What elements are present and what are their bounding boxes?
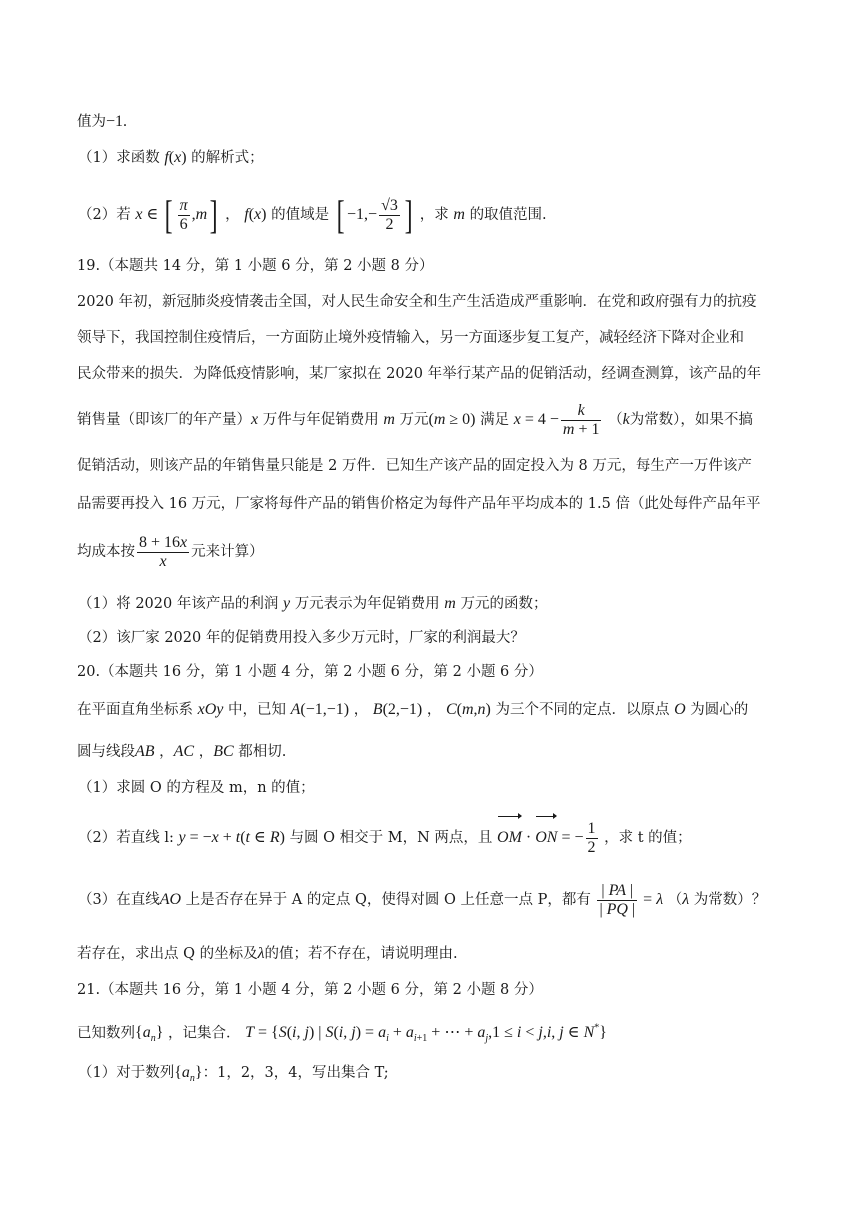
q21-p1a: （1）对于数列 bbox=[78, 1065, 175, 1081]
q18-in: ∈ bbox=[142, 206, 163, 223]
q18-f2: f bbox=[244, 206, 249, 223]
q20-line1 bbox=[77, 700, 800, 720]
q19-m2: m bbox=[444, 595, 456, 612]
q20-header: 20.（本题共 16 分，第 1 小题 4 分，第 2 小题 6 分，第 2 小题 6 分） bbox=[77, 664, 543, 680]
q18-range-left: [ bbox=[336, 192, 345, 237]
q21-l1a: 已知数列 bbox=[77, 1025, 135, 1042]
q18-fx-paren-close: ) bbox=[181, 149, 187, 166]
q19-x: x bbox=[251, 411, 259, 428]
q18-f2-paren: ( bbox=[248, 206, 255, 223]
q19-part1 bbox=[78, 594, 800, 614]
q19-l4e: （ bbox=[608, 412, 623, 428]
q20-pointA: A(−1,−1) bbox=[290, 701, 350, 718]
q20-p3c: （ bbox=[667, 892, 683, 908]
q20-BC: BC bbox=[213, 743, 234, 760]
q18-right-bracket: ] bbox=[209, 192, 218, 237]
q20-p2a: （2）若直线 l: bbox=[78, 830, 174, 846]
q20-p3a: （3）在直线 bbox=[78, 892, 160, 908]
q20-lambda: λ bbox=[682, 891, 690, 908]
q19-part2: （2）该厂家 2020 年的促销费用投入多少万元时，厂家的利润最大？ bbox=[78, 630, 525, 646]
q20-lambda2: λ bbox=[257, 945, 265, 962]
q20-pointB: B(2,−1) bbox=[372, 701, 423, 718]
q19-line5: 促销活动，则该产品的年销售量只能是 2 万件．已知生产该产品的固定投入为 8 万元，每生产一万件该产 bbox=[77, 458, 752, 474]
q18-fx-paren: ( bbox=[168, 149, 175, 166]
q18-m: m bbox=[195, 206, 208, 223]
q20-xoy: xOy bbox=[197, 701, 224, 718]
q19-l4f: 为常数），如果不搞 bbox=[629, 412, 753, 428]
q19-l4b: 万件与年促销费用 bbox=[262, 412, 379, 428]
q20-AO: AO bbox=[159, 891, 182, 908]
q18-part2 bbox=[78, 192, 800, 238]
q19-k: k bbox=[622, 411, 630, 428]
q19-m: m bbox=[383, 411, 395, 428]
q20-part3 bbox=[78, 878, 800, 922]
q20-line-eq: y = −x + t(t ∈ R) bbox=[178, 829, 285, 846]
q21-header: 21.（本题共 16 分，第 1 小题 4 分，第 2 小题 6 分，第 2 小题 8 分） bbox=[77, 982, 543, 998]
q18-pi-over-6: $\frac{\pi}{6}$ bbox=[179, 196, 188, 233]
q19-line7 bbox=[77, 530, 800, 574]
q19-l4a: 销售量（即该厂的年产量） bbox=[77, 412, 251, 428]
q21-line1 bbox=[77, 1016, 800, 1045]
q18-f2-x: x bbox=[254, 206, 262, 223]
q20-part1: （1）求圆 O 的方程及 m，n 的值； bbox=[78, 780, 315, 796]
q21-p1b: ：1，2，3，4，写出集合 T; bbox=[202, 1065, 389, 1081]
q18-part1 bbox=[78, 148, 800, 168]
q20-l1c: ， bbox=[353, 702, 369, 718]
q18-part2-label: （2）若 bbox=[78, 207, 131, 223]
q20-ratio: $\frac{| PA |}{| PQ |}$ bbox=[599, 881, 636, 918]
q19-l7b: 元来计算） bbox=[191, 544, 264, 560]
q20-p2b: 与圆 O 相交于 M，N 两点，且 bbox=[289, 830, 493, 846]
q18-part1-rest: 的解析式； bbox=[191, 150, 264, 166]
q20-l1b: 中，已知 bbox=[227, 702, 286, 718]
q20-l2c: ， bbox=[198, 744, 214, 760]
q18-fx-x: x bbox=[174, 149, 182, 166]
q19-line4 bbox=[77, 398, 800, 442]
q20-l1f: 为圆心的 bbox=[690, 702, 749, 718]
q20-line2 bbox=[77, 742, 800, 762]
q20-p3b: 上是否存在异于 A 的定点 Q，使得对圆 O 上任意一点 P，都有 bbox=[185, 892, 591, 908]
q20-l1e: 为三个不同的定点．以原点 bbox=[495, 702, 670, 718]
q18-part2-end: ，求 bbox=[419, 207, 449, 223]
q18-part1-label: （1）求函数 bbox=[78, 150, 160, 166]
q19-line2: 领导下，我国控制住疫情后，一方面防止境外疫情输入，另一方面逐步复工复产，减轻经济下降对企业和 bbox=[77, 330, 744, 346]
q18-tail-text: 值为 bbox=[77, 114, 106, 130]
q19-formula: x = 4 − bbox=[513, 411, 559, 428]
q19-l4c: 万元 bbox=[399, 412, 429, 428]
q20-part2 bbox=[78, 816, 800, 860]
q19-l4d: 满足 bbox=[480, 412, 510, 428]
q19-m-cond: (m ≥ 0) bbox=[428, 411, 476, 428]
q19-p1a: （1）将 2020 年该产品的利润 bbox=[78, 596, 279, 612]
q20-p3-tail-a: 若存在，求出点 Q 的坐标及 bbox=[77, 946, 258, 962]
q19-p1c: 万元的函数； bbox=[460, 596, 548, 612]
q18-sqrt3-over-2: $\frac{√3}{2}$ bbox=[381, 196, 398, 233]
q18-part2-mid: 的值域是 bbox=[271, 207, 330, 223]
q20-O: O bbox=[674, 701, 686, 718]
q18-left-bracket: [ bbox=[164, 192, 173, 237]
q18-tail-end: . bbox=[123, 113, 128, 130]
q19-cost-frac: $\frac{8 + 16x}{x}$ bbox=[139, 533, 188, 570]
q18-tail bbox=[77, 112, 800, 132]
q19-line3: 民众带来的损失．为降低疫情影响，某厂家拟在 2020 年举行某产品的促销活动，经调查测算，该产品的年 bbox=[77, 366, 762, 382]
q20-part3-tail bbox=[77, 944, 800, 964]
q21-seq2: $\{a_n\}$ bbox=[174, 1064, 203, 1085]
q20-l1a: 在平面直角坐标系 bbox=[77, 702, 193, 718]
q20-l1d: ， bbox=[426, 702, 442, 718]
q20-l2d: 都相切. bbox=[238, 744, 287, 760]
q20-l2a: 圆与线段 bbox=[77, 744, 135, 760]
q20-AB: AB bbox=[135, 743, 155, 760]
q18-x: x bbox=[135, 206, 143, 223]
q19-l7a: 均成本按 bbox=[77, 544, 135, 560]
q18-fx: f bbox=[164, 149, 169, 166]
q19-header: 19.（本题共 14 分，第 1 小题 6 分，第 2 小题 8 分） bbox=[77, 258, 434, 274]
q21-seq: $\{a_n\}$ bbox=[135, 1024, 164, 1045]
q19-p1b: 万元表示为年促销费用 bbox=[294, 596, 440, 612]
q19-y: y bbox=[282, 595, 291, 612]
q20-dot-product: OM · ON = − bbox=[497, 829, 584, 846]
q21-set-def: T = {S(i, j) | S(i, $j) = a_i + a_{i+1}$ + ⋯ + $a_j,1 \le i < j,i$, j ∈ N*} bbox=[245, 1023, 607, 1045]
q21-l1b: ，记集合． bbox=[167, 1025, 241, 1042]
q20-l2b: ， bbox=[159, 744, 174, 760]
q18-tail-value: −1 bbox=[106, 113, 124, 130]
q20-eq-lambda: = λ bbox=[639, 891, 664, 908]
q18-part2-end2: 的取值范围. bbox=[469, 207, 547, 223]
q18-range-right: ] bbox=[404, 192, 413, 237]
q18-f2-paren-close: ) bbox=[261, 206, 267, 223]
q21-part1 bbox=[78, 1060, 800, 1086]
q20-p3d: 为常数）？ bbox=[693, 892, 767, 908]
q19-line6: 品需要再投入 16 万元，厂家将每件产品的销售价格定为每件产品年平均成本的 1.5 倍（此处每件产品年平 bbox=[77, 496, 761, 512]
q19-line1: 2020 年初，新冠肺炎疫情袭击全国，对人民生命安全和生产生活造成严重影响．在党和政府强有力的抗疫 bbox=[77, 294, 757, 310]
q18-m2: m bbox=[453, 206, 465, 223]
q18-sep: ， bbox=[225, 207, 240, 223]
q18-comma: , bbox=[191, 206, 196, 223]
q18-range-neg1: −1,− bbox=[347, 206, 378, 223]
q19-k-frac: $\frac{k}{m + 1}$ bbox=[562, 401, 600, 438]
q20-AC: AC bbox=[173, 743, 195, 760]
q20-half: $\frac{1}{2}$ bbox=[587, 819, 596, 856]
q20-p3-tail-b: 的值；若不存在，请说明理由. bbox=[264, 946, 458, 962]
q20-pointC: C(m,n) bbox=[445, 701, 491, 718]
q20-p2c: ，求 t 的值； bbox=[604, 830, 692, 846]
